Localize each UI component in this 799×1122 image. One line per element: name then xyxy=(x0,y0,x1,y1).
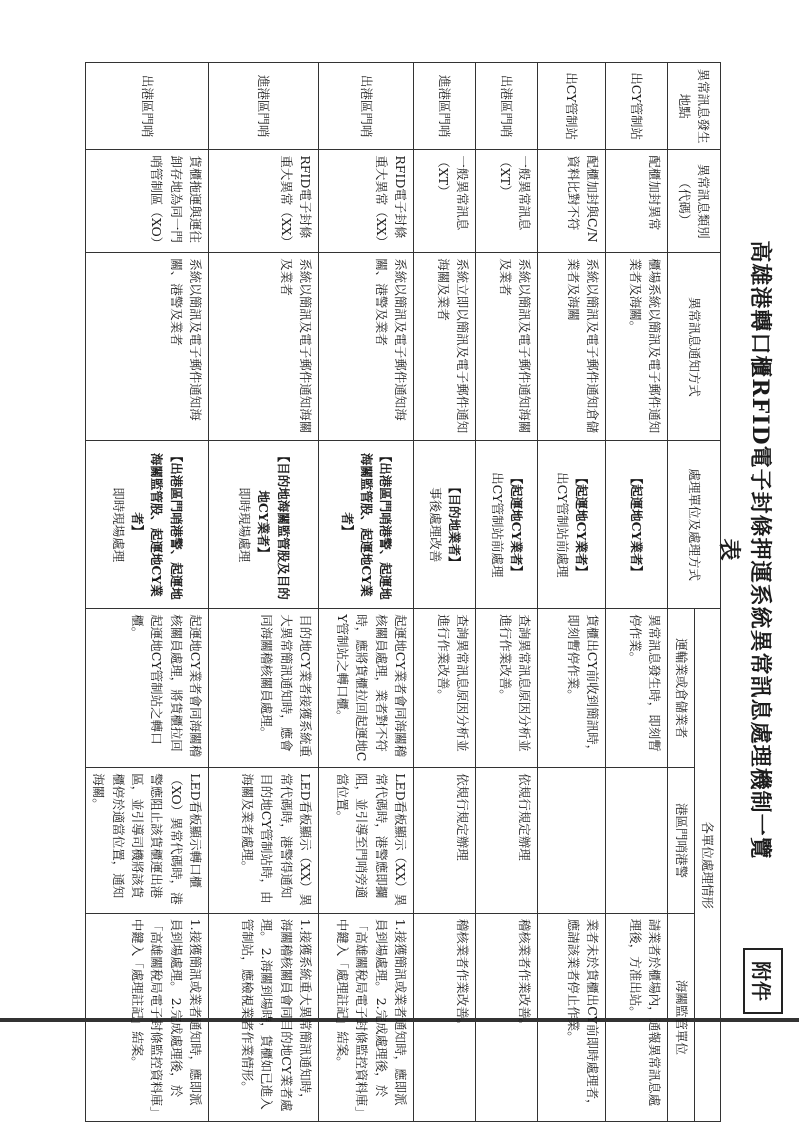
table-row xyxy=(476,63,538,1122)
cell-unit xyxy=(606,441,668,609)
cell-unit xyxy=(476,441,538,609)
cell-unit-tag: 【目的地業者】 xyxy=(447,481,463,569)
cell-unit-tag: 【起運地CY業者】 xyxy=(509,471,525,578)
header-notify: 異常訊息通知方式 xyxy=(668,253,721,441)
cell-category: 一般異常訊息（XT） xyxy=(414,150,476,253)
anomaly-handling-table xyxy=(85,62,721,1122)
cell-notify: 系統立即以簡訊及電子郵件通知海關及業者 xyxy=(414,253,476,441)
cell-port-gate xyxy=(538,768,606,914)
cell-port-gate: 依規行規定辦理 xyxy=(476,768,538,914)
cell-unit xyxy=(319,441,414,609)
header-location: 異常訊息發生地點 xyxy=(668,63,721,150)
cell-location: 進港區門哨 xyxy=(414,63,476,150)
cell-unit-text: 出CY管制站前處理 xyxy=(489,472,505,578)
cell-notify: 系統以簡訊及電子郵件通知海關、港警及業者 xyxy=(86,253,209,441)
cell-customs: 1.接獲簡訊或業者通知時，應即派員到場處理。 2.完成處理後，於「高雄關稅局電子封條監控資料庫」中鍵入「處理註記」結案。 xyxy=(319,913,414,1121)
cell-notify: 系統以簡訊及電子郵件通知海關及業者 xyxy=(209,253,319,441)
table-row xyxy=(319,63,414,1122)
header-port-gate: 港區門哨港警 xyxy=(668,768,694,914)
cell-notify: 系統以簡訊及電子郵件通知倉儲業者及海關 xyxy=(538,253,606,441)
header-carrier: 運輸業或倉儲業者 xyxy=(668,609,694,768)
cell-unit-text: 即時現場處理 xyxy=(110,487,126,563)
cell-carrier: 起運地CY業者會同海關稽核關員處理，業者對不符時，應將貨櫃拉回起運地CY管制站之轉口櫃。 xyxy=(319,609,414,768)
cell-port-gate: LED看板顯示（XX）異常代碼時，港警得通知目的地CY管制站時，由海關及業者處理。 xyxy=(209,768,319,914)
header-category: 異常訊息類別（代碼） xyxy=(668,150,721,253)
cell-port-gate: 依規行規定辦理 xyxy=(414,768,476,914)
cell-unit-tag: 【起運地CY業者】 xyxy=(574,471,590,578)
cell-unit-tag: 【目的地海關監管股及目的地CY業者】 xyxy=(256,449,291,600)
cell-customs: 業者未於貨櫃出CY前即時處理者，應請該業者停止作業。 xyxy=(538,913,606,1121)
cell-category: RFID電子封條重大異常（XX） xyxy=(209,150,319,253)
cell-carrier: 異常訊息發生時，即刻暫停作業。 xyxy=(606,609,668,768)
cell-carrier: 起運地CY業者會同海關稽核關員處理，將貨櫃拉回起運地CY管制站之轉口櫃。 xyxy=(86,609,209,768)
cell-notify: 系統以簡訊及電子郵件通知海關及業者 xyxy=(476,253,538,441)
header-units-group: 各單位處理情形 xyxy=(694,609,720,1122)
cell-notify: 櫃場系統以簡訊及電子郵件通知業者及海關。 xyxy=(606,253,668,441)
cell-unit-tag: 【出港區門哨港警、起運地海關監管股、起運地CY業者】 xyxy=(339,449,394,600)
cell-unit-tag: 【起運地CY業者】 xyxy=(629,471,645,578)
cell-unit xyxy=(209,441,319,609)
cell-unit xyxy=(538,441,606,609)
cell-location: 出港區門哨 xyxy=(86,63,209,150)
cell-unit xyxy=(414,441,476,609)
cell-customs: 請業者於櫃場內，通報異常訊息處理後，方准出站。 xyxy=(606,913,668,1121)
cell-unit-text: 出CY管制站前處理 xyxy=(554,472,570,578)
cell-location: 出港區門哨 xyxy=(476,63,538,150)
cell-unit-text: 事後處理改善 xyxy=(427,487,443,563)
attachment-badge: 附件 xyxy=(743,948,783,1014)
cell-location: 進港區門哨 xyxy=(209,63,319,150)
header-customs: 海關監管單位 xyxy=(668,913,694,1121)
cell-location: 出CY管制站 xyxy=(538,63,606,150)
cell-customs: 稽核業者作業改善。 xyxy=(476,913,538,1121)
table-row xyxy=(538,63,606,1122)
cell-category: 配櫃加封與C/N資料比對不符 xyxy=(538,150,606,253)
cell-unit-tag: 【出港區門哨港警、起運地海關監管股、起運地CY業者】 xyxy=(130,449,184,600)
cell-category: 貨櫃拖運與運往卸存地為同一門哨管制區（XO） xyxy=(86,150,209,253)
document-title: 高雄港轉口櫃RFID電子封條押運系統異常訊息處理機制一覽表 xyxy=(716,240,773,860)
cell-location: 出CY管制站 xyxy=(606,63,668,150)
cell-unit xyxy=(86,441,209,609)
cell-carrier: 查詢異常訊息原因分析並進行作業改善。 xyxy=(476,609,538,768)
cell-customs: 1.接獲系統重大異常簡訊通知時，海關稽核關員會同目的地CY業者處理。 2.海關到場時，貨櫃如已進入管制站，應檢視業者作業情形。 xyxy=(209,913,319,1121)
cell-carrier: 查詢異常訊息原因分析並進行作業改善。 xyxy=(414,609,476,768)
table-row xyxy=(86,63,209,1122)
cell-port-gate: LED看板顯示轉口櫃（XO）異常代碼時，港警應阻止該貨櫃運出港區，並引導司機將該貨櫃停於適當位置，通知海關。 xyxy=(86,768,209,914)
table-row xyxy=(414,63,476,1122)
cell-category: 配櫃加封異常 xyxy=(606,150,668,253)
cell-category: RFID電子封條重大異常（XX） xyxy=(319,150,414,253)
cell-category: 一般異常訊息（XT） xyxy=(476,150,538,253)
cell-notify: 系統以簡訊及電子郵件通知海關、港警及業者 xyxy=(319,253,414,441)
cell-carrier: 目的地CY業者接獲系統重大異常簡訊通知時，應會同海關稽核關員處理。 xyxy=(209,609,319,768)
table-row xyxy=(209,63,319,1122)
cell-port-gate xyxy=(606,768,668,914)
cell-location: 出港區門哨 xyxy=(319,63,414,150)
table-row xyxy=(606,63,668,1122)
header-unit-handling: 處理單位及處理方式 xyxy=(668,441,721,609)
cell-customs: 1.接獲簡訊或業者通知時，應即派員到場處理。 2.完成處理後，於「高雄關稅局電子封條監控資料庫」中鍵入「處理註記」結案。 xyxy=(86,913,209,1121)
cell-carrier: 貨櫃出CY前收到簡訊時，即刻暫停作業。 xyxy=(538,609,606,768)
table-header-row xyxy=(694,63,720,1122)
cell-customs: 稽核業者作業改善。 xyxy=(414,913,476,1121)
cell-port-gate: LED看板顯示（XX）異常代碼時，港警應即攔阻，並引導至門哨旁適當位置。 xyxy=(319,768,414,914)
cell-unit-text: 即時現場處理 xyxy=(237,487,253,563)
